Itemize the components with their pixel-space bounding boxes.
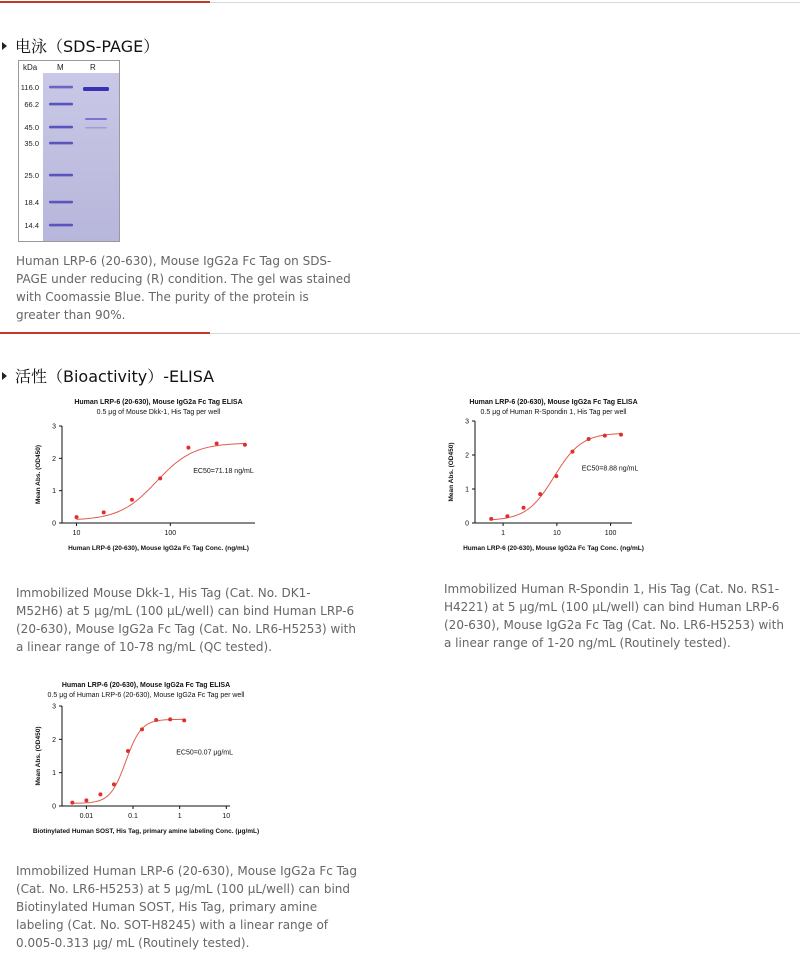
chart-subtitle: 0.5 μg of Human R-Spondin 1, His Tag per well [480, 409, 627, 416]
data-point [98, 792, 102, 796]
chart-title: Human LRP-6 (20-630), Mouse IgG2a Fc Tag ELISA [74, 399, 243, 406]
ec50-annotation: EC50=0.07 μg/mL [176, 749, 234, 757]
data-point [603, 434, 607, 438]
y-tick-label: 0 [465, 520, 469, 528]
gel-r-minor-band-2 [85, 127, 107, 129]
elisa-title-text: 活性（Bioactivity）-ELISA [15, 367, 215, 386]
section-divider [0, 333, 800, 334]
ec50-annotation: EC50=8.88 ng/mL [581, 465, 639, 473]
x-tick-label: 0.01 [79, 813, 94, 820]
elisa-chart-3 [20, 675, 340, 845]
elisa-chart-2 [432, 392, 752, 562]
x-tick-label: 0.1 [128, 813, 138, 820]
y-tick-label: 2 [52, 455, 56, 463]
gel-marker-label: 14.4 [24, 221, 39, 230]
data-point [112, 782, 116, 786]
y-axis-label: Mean Abs. (OD450) [448, 442, 455, 502]
gel-marker-label: 45.0 [24, 123, 39, 132]
chart1-caption: Immobilized Mouse Dkk-1, His Tag (Cat. No. DK1-M52H6) at 5 μg/mL (100 μL/well) can bind Human LRP-6 (20-630), Mouse IgG2a Fc Tag (Cat. No. LR6-H5253) with a linear range of 10-78 ng/mL (QC tested). [16, 586, 356, 654]
gel-r-minor-band [85, 118, 107, 120]
chart3-caption: Immobilized Human LRP-6 (20-630), Mouse IgG2a Fc Tag (Cat. No. LR6-H5253) at 5 μg/mL (100 μL/well) can bind Biotinylated Human SOST, His Tag, primary amine labeling (Cat. No. SOT-H8245) with a linear range of 0.005-0.313 μg/ mL (Routinely tested). [16, 864, 357, 950]
data-point [619, 433, 623, 437]
data-point [587, 437, 591, 441]
gel-marker-band [49, 103, 73, 106]
data-point [538, 492, 542, 496]
data-point [182, 718, 186, 722]
chart-title: Human LRP-6 (20-630), Mouse IgG2a Fc Tag ELISA [61, 682, 231, 689]
y-tick-label: 1 [465, 486, 469, 494]
data-point [522, 506, 526, 510]
gel-header-r: R [90, 63, 96, 72]
gel-caption: Human LRP-6 (20-630), Mouse IgG2a Fc Tag on SDS-PAGE under reducing (R) condition. The gel was stained with Coomassie Blue. The purity of the protein is greater than 90%. [16, 254, 351, 322]
chart-subtitle: 0.5 μg of Mouse Dkk-1, His Tag per well [96, 409, 221, 416]
y-tick-label: 3 [465, 418, 469, 426]
gel-marker-band [49, 142, 73, 145]
x-tick-label: 1 [177, 813, 182, 820]
y-tick-label: 2 [465, 452, 469, 460]
elisa-chart-1 [20, 392, 340, 562]
data-point [70, 801, 74, 805]
gel-marker-label: 18.4 [24, 198, 39, 207]
x-axis-label: Human LRP-6 (20-630), Mouse IgG2a Fc Tag Conc. (ng/mL) [68, 545, 249, 552]
gel-marker-band [49, 86, 73, 89]
data-point [84, 798, 88, 802]
data-point [243, 443, 247, 447]
chart2-caption: Immobilized Human R-Spondin 1, His Tag (Cat. No. RS1-H4221) at 5 μg/mL (100 μL/well) can bind Human LRP-6 (20-630), Mouse IgG2a Fc Tag (Cat. No. LR6-H5253) with a linear range of 1-20 ng/mL (Routinely tested). [444, 582, 784, 650]
gel-marker-band [49, 224, 73, 227]
data-point [554, 474, 558, 478]
data-point [154, 718, 158, 722]
y-tick-label: 3 [52, 423, 56, 431]
gel-marker-label: 35.0 [24, 139, 39, 148]
y-tick-label: 0 [52, 520, 56, 528]
data-point [570, 450, 574, 454]
sds-title-text: 电泳（SDS-PAGE） [15, 37, 160, 56]
bullet-triangle-icon [2, 42, 7, 50]
chart-title: Human LRP-6 (20-630), Mouse IgG2a Fc Tag ELISA [469, 399, 638, 406]
y-axis-label: Mean Abs. (OD450) [35, 445, 42, 504]
data-point [102, 510, 106, 514]
y-tick-label: 1 [52, 770, 56, 778]
gel-marker-label: 25.0 [24, 171, 39, 180]
sds-section-title [2, 34, 159, 57]
gel-marker-band [49, 201, 73, 204]
x-tick-label: 100 [604, 530, 617, 537]
gel-header-kda: kDa [23, 63, 38, 72]
x-axis-label: Biotinylated Human SOST, His Tag, primary amine labeling Conc. (μg/mL) [32, 828, 260, 835]
data-point [186, 446, 190, 450]
gel-svg [19, 61, 119, 241]
y-tick-label: 0 [52, 803, 56, 811]
data-point [140, 727, 144, 731]
gel-marker-band [49, 174, 73, 177]
top-divider [0, 2, 800, 3]
y-tick-label: 1 [52, 488, 56, 496]
bullet-triangle-icon [2, 372, 7, 380]
y-axis-label: Mean Abs. (OD450) [35, 726, 42, 786]
chart-subtitle: 0.5 μg of Human LRP-6 (20-630), Mouse IgG2a Fc Tag per well [47, 692, 245, 699]
data-point [130, 498, 134, 502]
data-point [126, 749, 130, 753]
gel-r-main-band [83, 87, 109, 91]
ec50-annotation: EC50=71.18 ng/mL [193, 467, 254, 475]
data-point [215, 441, 219, 445]
sds-gel-image [18, 60, 120, 242]
gel-marker-band [49, 126, 73, 129]
fit-curve [77, 443, 245, 519]
gel-marker-label: 116.0 [20, 83, 39, 92]
gel-marker-label: 66.2 [24, 100, 39, 109]
data-point [168, 717, 172, 721]
x-tick-label: 1 [501, 530, 506, 537]
elisa-section-title [2, 364, 214, 387]
data-point [158, 476, 162, 480]
x-axis-label: Human LRP-6 (20-630), Mouse IgG2a Fc Tag Conc. (ng/mL) [463, 545, 644, 552]
gel-header-m: M [57, 63, 64, 72]
data-point [489, 517, 493, 521]
x-tick-label: 10 [72, 530, 81, 537]
x-tick-label: 100 [164, 530, 177, 537]
gel-lanes-area [43, 73, 119, 241]
y-tick-label: 2 [52, 736, 56, 744]
x-tick-label: 10 [222, 813, 231, 820]
x-tick-label: 10 [552, 530, 561, 537]
fit-curve [72, 719, 184, 803]
y-tick-label: 3 [52, 703, 56, 711]
data-point [505, 514, 509, 518]
data-point [75, 515, 79, 519]
